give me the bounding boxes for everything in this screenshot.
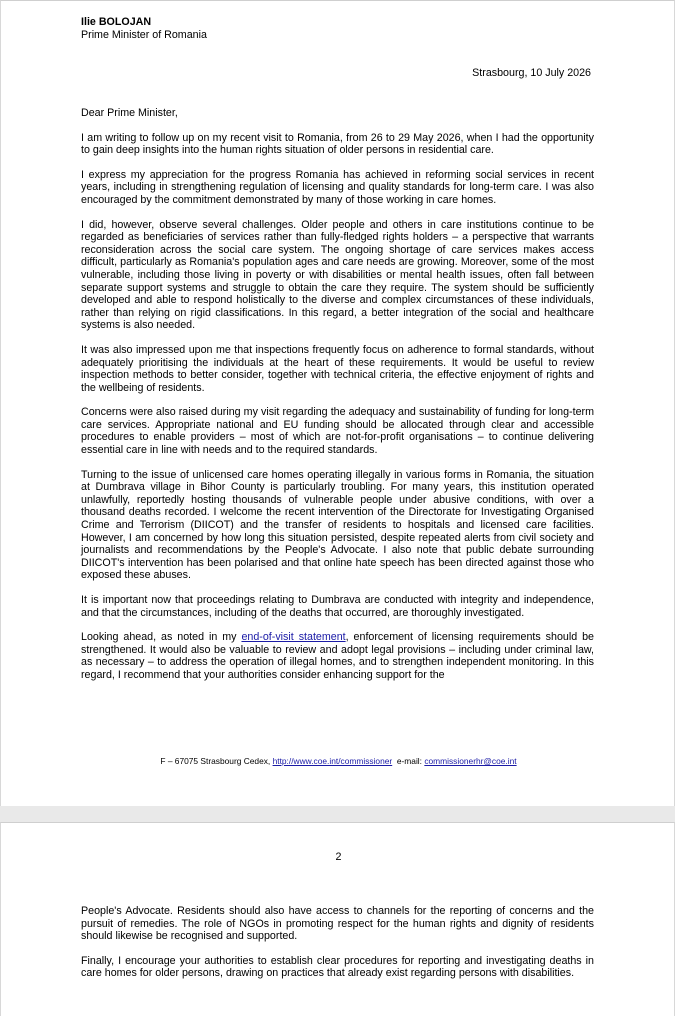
paragraph-8-start: Looking ahead, as noted in my [81, 631, 242, 644]
end-of-visit-statement-link[interactable]: end-of-visit statement [241, 631, 346, 644]
page-footer [1, 756, 675, 767]
paragraph-4: It was also impressed upon me that inspections frequently focus on adherence to formal standards, without adequately prioritising the individuals at the heart of these requirements. It would be useful to review inspection methods to better consider, together with technical criteria, the effective enjoyment of rights and the wellbeing of residents. [81, 343, 594, 394]
paragraph-9: People's Advocate. Residents should also have access to channels for the reporting of concerns and the pursuit of remedies. The role of NGOs in promoting respect for the human rights and dignity of residents should likewise be recognised and supported. [81, 905, 594, 943]
page-number: 2 [335, 851, 342, 863]
paragraph-2: I express my appreciation for the progress Romania has achieved in reforming social services in recent years, including in strengthening regulation of licensing and quality standards for long-term care. I was also encouraged by the commitment demonstrated by many of those working in care homes. [81, 168, 594, 206]
page-gap [0, 806, 675, 822]
website-link[interactable]: http://www.coe.int/commissioner [272, 756, 393, 766]
paragraph-5: Concerns were also raised during my visit regarding the adequacy and sustainability of funding for long-term care services. Appropriate national and EU funding should be allocated through clear and accessible procedures to enable providers – most of which are not-for-profit organisations – to continue delivering essential care in line with needs and to the required standards. [81, 406, 594, 457]
paragraph-10: Finally, I encourage your authorities to establish clear procedures for reporting and investigating deaths in care homes for older persons, drawing on practices that already exist regarding persons with disabilities. [81, 954, 594, 980]
paragraph-8-rest: , enforcement of licensing requirements should be strengthened. It would also be valuable to review and adopt legal provisions – including under criminal law, as necessary – to address the operation of illegal homes, and to strengthen independent monitoring. In this regard, I recommend that your authorities consider enhancing support for the [81, 631, 594, 681]
letter-date: Strasbourg, 10 July 2026 [472, 67, 591, 79]
page-2 [0, 822, 675, 1016]
paragraph-6: Turning to the issue of unlicensed care homes operating illegally in various forms in Romania, the situation at Dumbrava village in Bihor County is particularly troubling. For many years, this institution operated unlawfully, reportedly hosting thousands of vulnerable people under abusive conditions, with over a thousand deaths recorded. I welcome the recent intervention of the Directorate for Investigating Organised Crime and Terrorism (DIICOT) and the transfer of residents to hospitals and licensed care facilities. However, I am concerned by how long this situation persisted, despite repeated alerts from civil society and journalists and recommendations by the People's Advocate. I also note that public debate surrounding DIICOT's intervention has been polarised and that online hate speech has been directed against those who exposed these abuses. [81, 468, 594, 582]
footer-address: F – 67075 Strasbourg Cedex, [160, 756, 273, 766]
footer-email-label: e-mail: [392, 756, 425, 766]
paragraph-1: I am writing to follow up on my recent visit to Romania, from 26 to 29 May 2026, when I had the opportunity to gain deep insights into the human rights situation of older persons in residential care. [81, 131, 594, 157]
letter-body-continued [81, 905, 594, 992]
paragraph-8 [81, 631, 594, 681]
recipient-block [81, 16, 207, 42]
paragraph-7: It is important now that proceedings relating to Dumbrava are conducted with integrity and independence, and that the circumstances, including of the deaths that occurred, are thoroughly investigated. [81, 594, 594, 619]
paragraph-3: I did, however, observe several challenges. Older people and others in care institutions continue to be regarded as beneficiaries of services rather than fully-fledged rights holders – a perspective that warrants reconsideration across the social care system. The ongoing shortage of care services makes access difficult, particularly as Romania's population ages and care needs are growing. Moreover, some of the most vulnerable, including those living in poverty or with disabilities or mental health issues, often fall between separate support systems and struggle to obtain the care they require. The system should be sufficiently developed and able to respond holistically to the diverse and complex circumstances of these individuals, rather than relying on rigid classifications. In this regard, a better integration of the social and healthcare systems is also needed. [81, 218, 594, 332]
email-link[interactable]: commissionerhr@coe.int [424, 756, 517, 766]
letter-body [81, 107, 594, 694]
recipient-title: Prime Minister of Romania [81, 29, 207, 41]
salutation: Dear Prime Minister, [81, 107, 178, 119]
recipient-name: Ilie BOLOJAN [81, 16, 152, 28]
